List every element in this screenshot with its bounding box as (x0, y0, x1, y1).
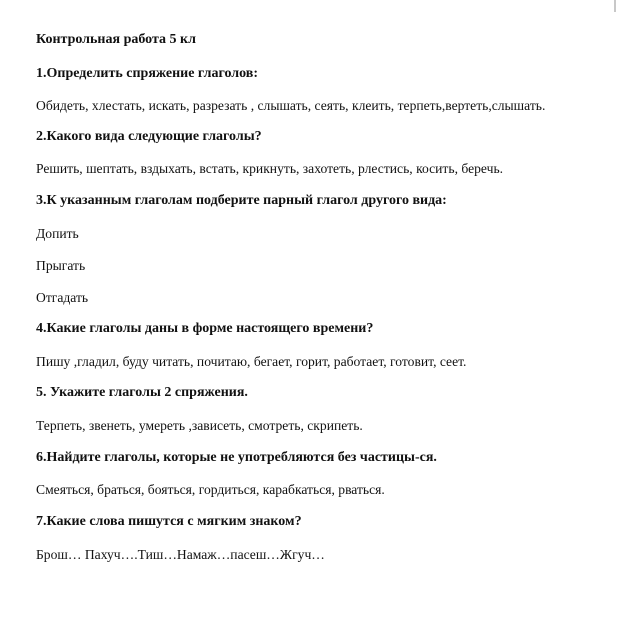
task-3-answer-1: Допить (36, 226, 79, 241)
task-7-question: 7.Какие слова пишутся с мягким знаком? (36, 514, 302, 529)
task-1-answer: Обидеть, хлестать, искать, разрезать , слышать, сеять, клеить, терпеть,вертеть,слышать. (36, 98, 546, 113)
task-6-answer: Смеяться, браться, бояться, гордиться, карабкаться, рваться. (36, 482, 385, 497)
task-1-question: 1.Определить спряжение глаголов: (36, 66, 258, 81)
task-5-answer: Терпеть, звенеть, умереть ,зависеть, смотреть, скрипеть. (36, 418, 363, 433)
task-5-question: 5. Укажите глаголы 2 спряжения. (36, 385, 248, 400)
task-2-answer: Решить, шептать, вздыхать, встать, крикнуть, захотеть, рлестись, косить, беречь. (36, 161, 504, 176)
task-4-answer: Пишу ,гладил, буду читать, почитаю, бегает, горит, работает, готовит, сеет. (36, 354, 467, 369)
task-2-question: 2.Какого вида следующие глаголы? (36, 129, 262, 144)
task-3-answer-3: Отгадать (36, 290, 89, 305)
task-6-question: 6.Найдите глаголы, которые не употребляются без частицы-ся. (36, 450, 437, 465)
task-3-answer-2: Прыгать (36, 258, 86, 273)
task-7-answer: Брош… Пахуч….Тиш…Намаж…пасеш…Жгуч… (36, 547, 325, 562)
task-3-question: 3.К указанным глаголам подберите парный глагол другого вида: (36, 193, 447, 208)
document-title: Контрольная работа 5 кл (36, 32, 196, 47)
task-4-question: 4.Какие глаголы даны в форме настоящего времени? (36, 321, 374, 336)
page-edge-mark (614, 0, 616, 12)
